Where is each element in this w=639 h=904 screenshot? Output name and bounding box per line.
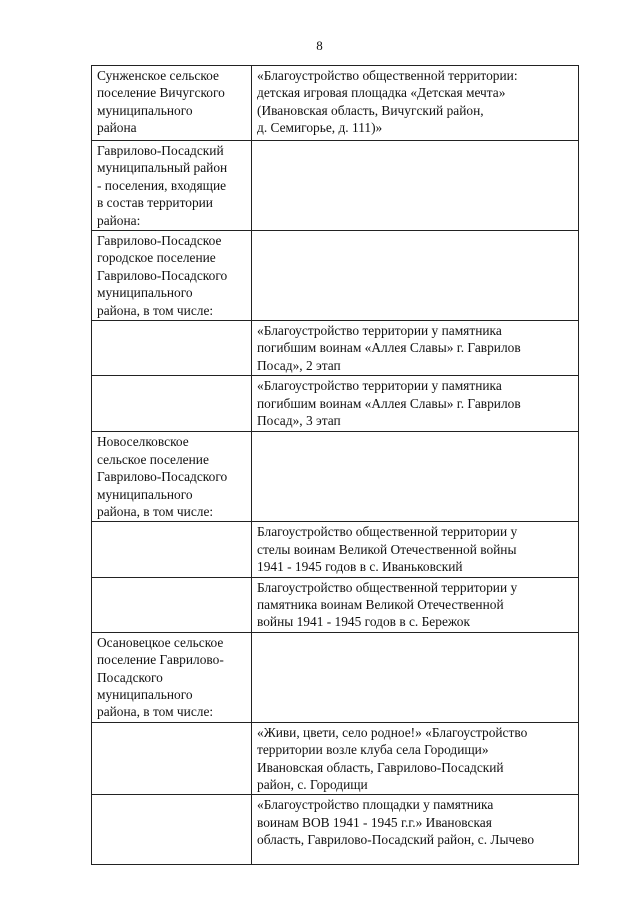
- table-row: [92, 522, 579, 577]
- project-cell: [252, 231, 579, 321]
- table-row: [92, 231, 579, 321]
- project-cell: «Благоустройство площадки у памятника воинам ВОВ 1941 - 1945 г.г.» Ивановская область, Гаврилово-Посадский район, с. Лычево: [252, 795, 579, 865]
- municipality-cell: Сунженское сельское поселение Вичугского муниципального района: [92, 66, 252, 141]
- project-cell: Благоустройство общественной территории у стелы воинам Великой Отечественной войны 1941 - 1945 годов в с. Иваньковский: [252, 522, 579, 577]
- municipality-cell: [92, 522, 252, 577]
- municipality-cell: Гаврилово-Посадское городское поселение Гаврилово-Посадского муниципального района, в том числе:: [92, 231, 252, 321]
- project-cell: «Благоустройство территории у памятника погибшим воинам «Аллея Славы» г. Гаврилов Посад», 3 этап: [252, 376, 579, 432]
- project-cell: «Благоустройство территории у памятника погибшим воинам «Аллея Славы» г. Гаврилов Посад», 2 этап: [252, 321, 579, 376]
- table-row: [92, 795, 579, 865]
- project-cell: «Живи, цвети, село родное!» «Благоустройство территории возле клуба села Городищи» Ивановская область, Гаврилово-Посадский район, с. Городищи: [252, 722, 579, 795]
- project-cell: «Благоустройство общественной территории: детская игровая площадка «Детская мечта» (Ивановская область, Вичугский район, д. Семигорье, д. 111)»: [252, 66, 579, 141]
- project-cell: Благоустройство общественной территории у памятника воинам Великой Отечественной войны 1941 - 1945 годов в с. Бережок: [252, 577, 579, 632]
- municipality-cell: Осановецкое сельское поселение Гаврилово- Посадского муниципального района, в том числе:: [92, 632, 252, 722]
- project-cell: [252, 632, 579, 722]
- municipality-cell: Гаврилово-Посадский муниципальный район - поселения, входящие в состав территории района:: [92, 141, 252, 231]
- table-row: [92, 376, 579, 432]
- table-row: [92, 141, 579, 231]
- municipality-cell: [92, 321, 252, 376]
- municipality-cell: [92, 722, 252, 795]
- project-cell: [252, 141, 579, 231]
- page-number: 8: [316, 38, 323, 53]
- project-cell: [252, 432, 579, 522]
- municipality-cell: [92, 795, 252, 865]
- table-row: [92, 632, 579, 722]
- table-row: [92, 577, 579, 632]
- table-row: [92, 722, 579, 795]
- table-row: [92, 321, 579, 376]
- table-row: [92, 66, 579, 141]
- municipality-cell: Новоселковское сельское поселение Гаврилово-Посадского муниципального района, в том числе:: [92, 432, 252, 522]
- municipality-cell: [92, 376, 252, 432]
- municipality-cell: [92, 577, 252, 632]
- table-row: [92, 432, 579, 522]
- municipality-projects-table: [91, 65, 579, 865]
